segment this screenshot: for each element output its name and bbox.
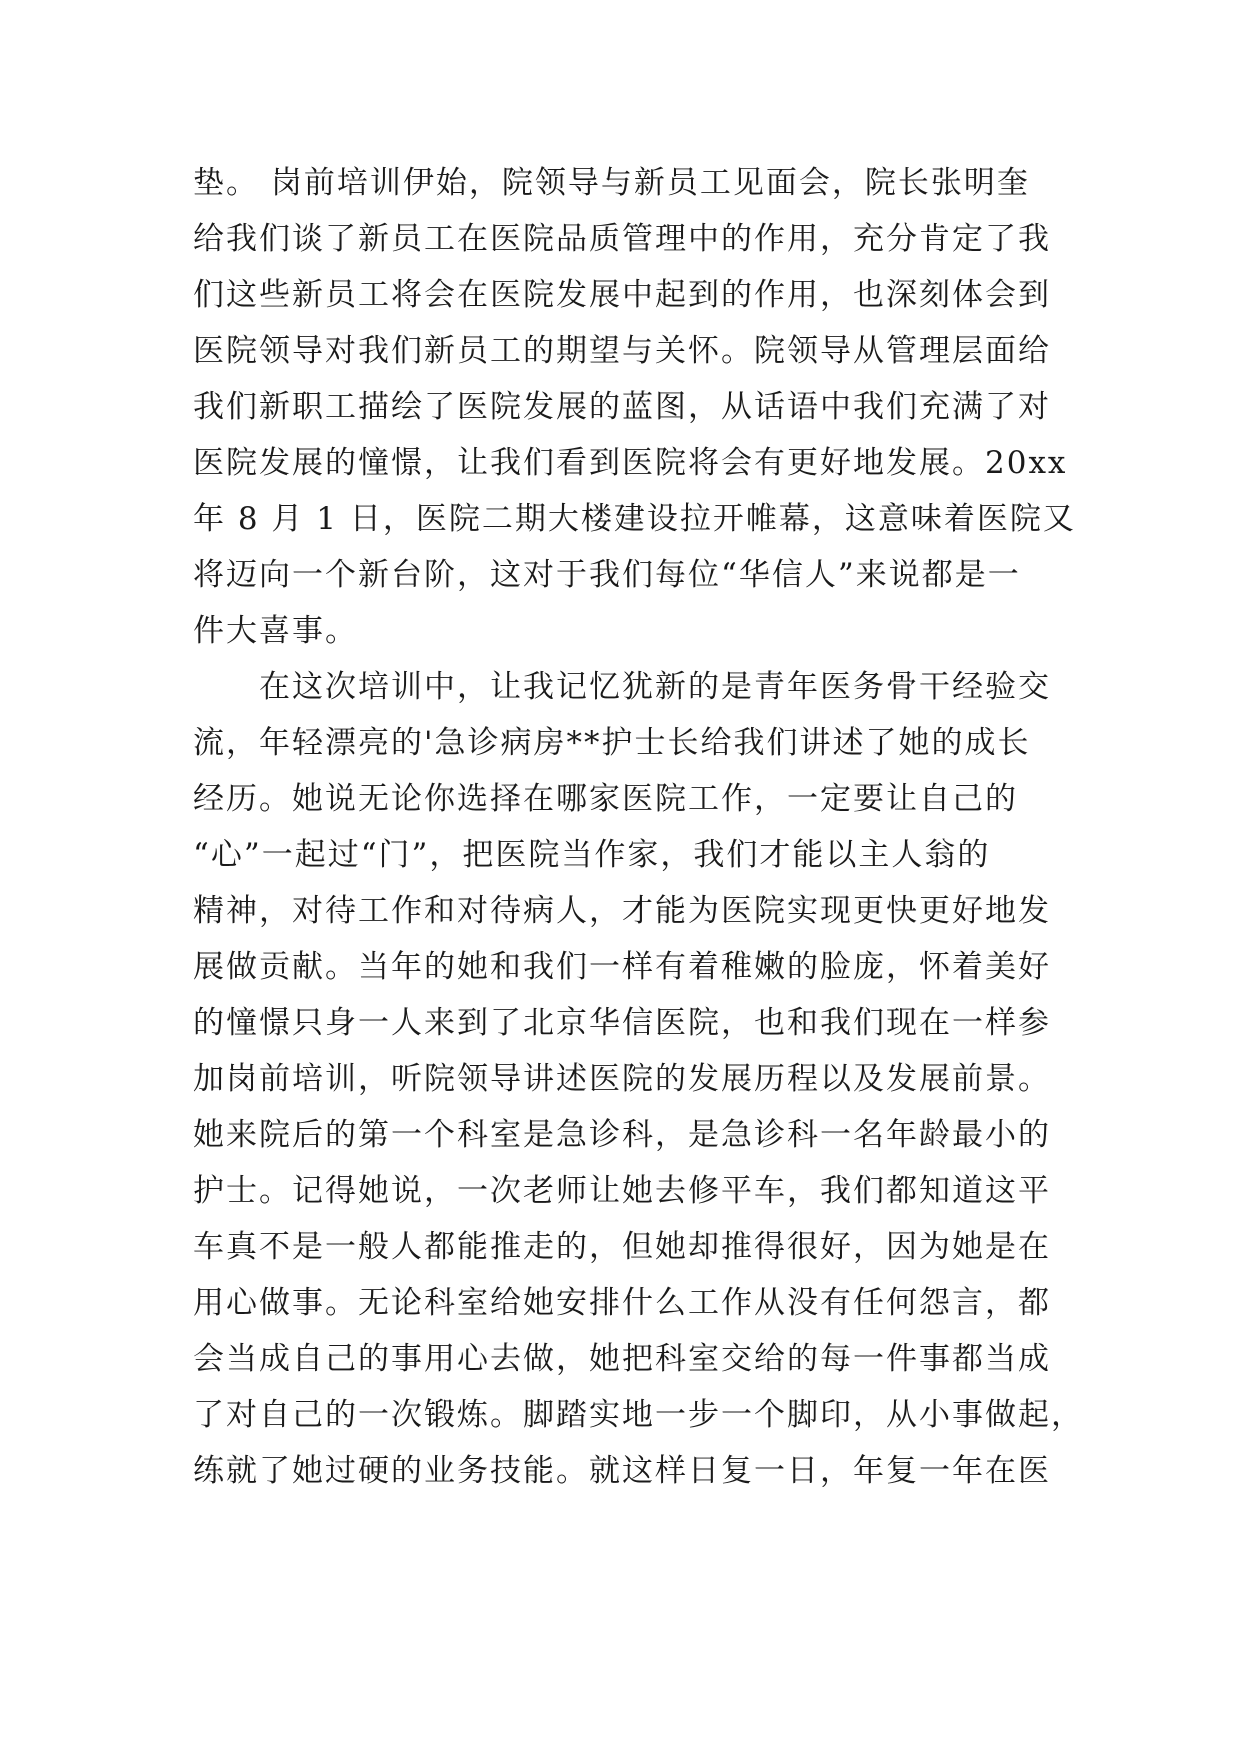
- body-text: [193, 155, 1084, 1499]
- text-line: 经历。她说无论你选择在哪家医院工作，一定要让自己的: [193, 781, 1018, 817]
- text-line: 医院发展的憧憬，让我们看到医院将会有更好地发展。20xx: [193, 445, 1068, 481]
- text-line: 将迈向一个新台阶，这对于我们每位“华信人”来说都是一: [193, 557, 1021, 593]
- text-line: “心”一起过“门”，把医院当作家，我们才能以主人翁的: [193, 837, 991, 873]
- text-line: 了对自己的一次锻炼。脚踏实地一步一个脚印，从小事做起，: [193, 1397, 1084, 1433]
- text-line: 护士。记得她说，一次老师让她去修平车，我们都知道这平: [193, 1173, 1051, 1209]
- text-line: 年 8 月 1 日，医院二期大楼建设拉开帷幕，这意味着医院又: [193, 501, 1076, 537]
- text-line: 给我们谈了新员工在医院品质管理中的作用，充分肯定了我: [193, 221, 1051, 257]
- text-line: 的憧憬只身一人来到了北京华信医院，也和我们现在一样参: [193, 1005, 1051, 1041]
- text-line: 医院领导对我们新员工的期望与关怀。院领导从管理层面给: [193, 333, 1051, 369]
- text-line: 精神，对待工作和对待病人，才能为医院实现更快更好地发: [193, 893, 1051, 929]
- text-line: 车真不是一般人都能推走的，但她却推得很好，因为她是在: [193, 1229, 1051, 1265]
- text-line: 们这些新员工将会在医院发展中起到的作用，也深刻体会到: [193, 277, 1051, 313]
- text-line: 加岗前培训，听院领导讲述医院的发展历程以及发展前景。: [193, 1061, 1051, 1097]
- text-line: 展做贡献。当年的她和我们一样有着稚嫩的脸庞，怀着美好: [193, 949, 1051, 985]
- text-line: 会当成自己的事用心去做，她把科室交给的每一件事都当成: [193, 1341, 1051, 1377]
- text-line: 垫。 岗前培训伊始，院领导与新员工见面会，院长张明奎: [193, 165, 1030, 201]
- text-line: 练就了她过硬的业务技能。就这样日复一日，年复一年在医: [193, 1453, 1051, 1489]
- text-line: 她来院后的第一个科室是急诊科，是急诊科一名年龄最小的: [193, 1117, 1051, 1153]
- text-line: 在这次培训中，让我记忆犹新的是青年医务骨干经验交: [193, 669, 1051, 705]
- text-line: 件大喜事。: [193, 613, 358, 649]
- text-line: 我们新职工描绘了医院发展的蓝图，从话语中我们充满了对: [193, 389, 1051, 425]
- text-line: 流，年轻漂亮的'急诊病房**护士长给我们讲述了她的成长: [193, 725, 1031, 761]
- text-line: 用心做事。无论科室给她安排什么工作从没有任何怨言，都: [193, 1285, 1051, 1321]
